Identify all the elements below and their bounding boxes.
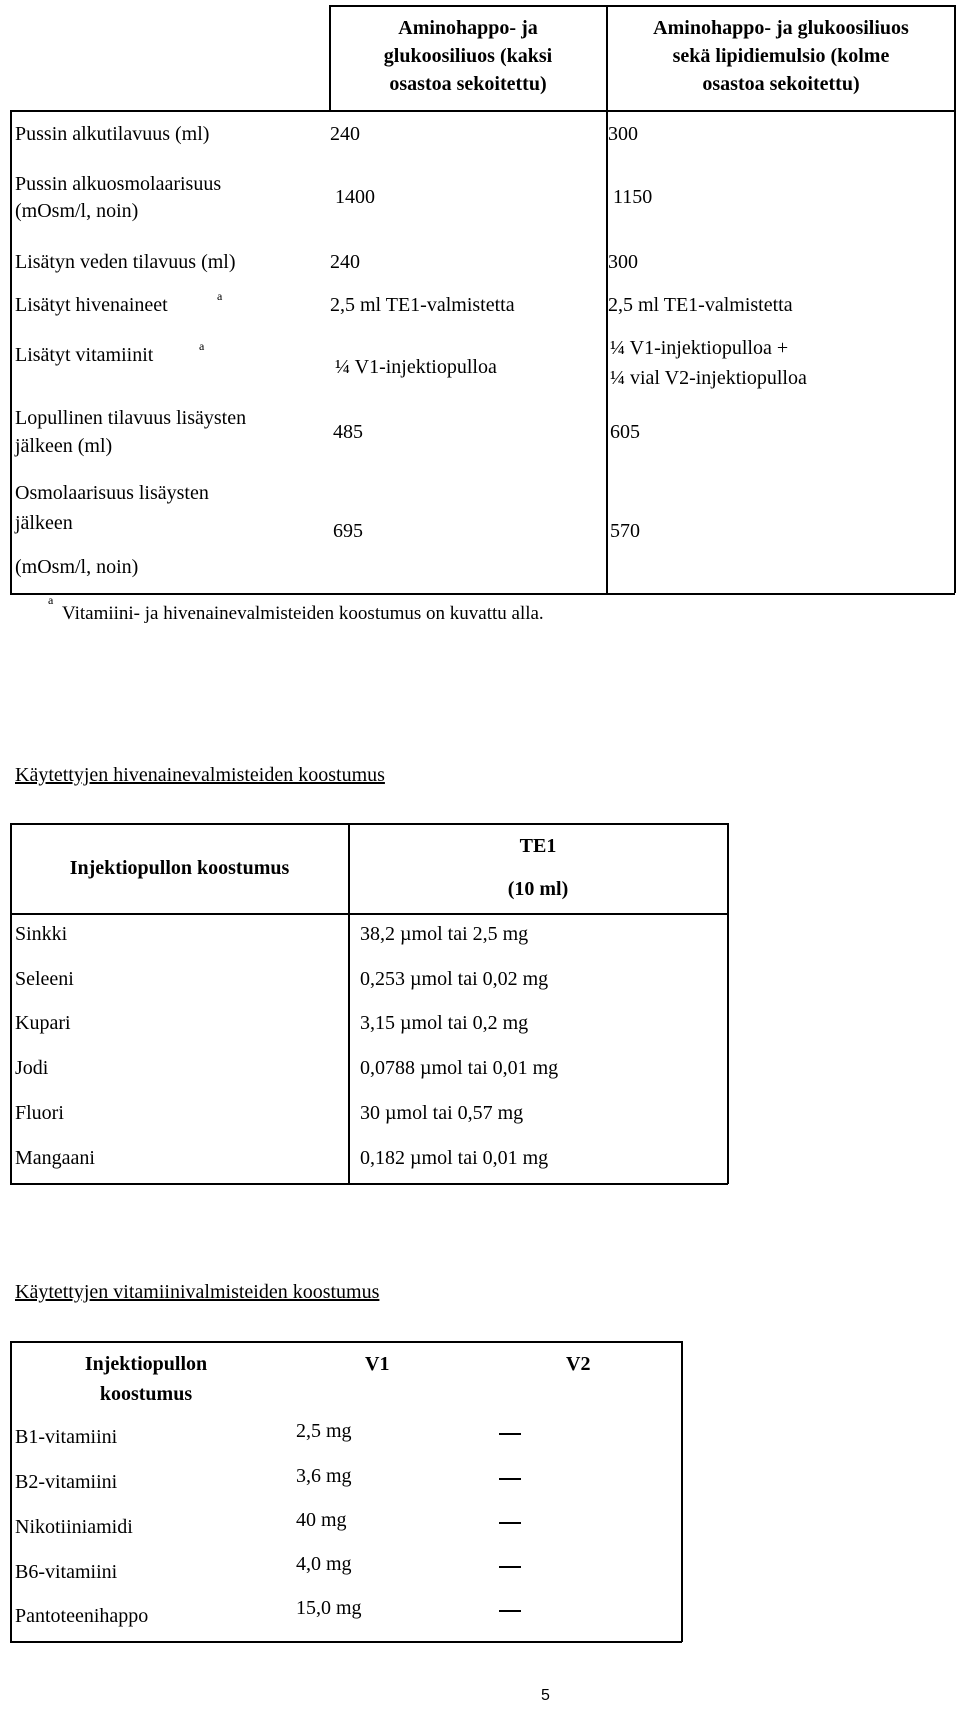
vitamin-name: B2-vitamiini [15, 1471, 118, 1493]
vitamin-v1-value: 2,5 mg [296, 1420, 352, 1442]
vitamin-v1-value: 15,0 mg [296, 1597, 362, 1619]
trace-element-name: Sinkki [15, 923, 68, 945]
row-value-col2: 300 [608, 251, 638, 273]
row-label: jälkeen [15, 512, 73, 534]
row-label: jälkeen (ml) [15, 435, 113, 457]
row-value-col2: 1150 [613, 186, 653, 208]
row-value-col2: 605 [610, 421, 640, 443]
te1-volume: (10 ml) [507, 878, 569, 900]
row-label: (mOsm/l, noin) [15, 556, 139, 578]
row-label: Lisätyt hivenaineet [15, 294, 168, 316]
row-value-col2: 2,5 ml TE1-valmistetta [608, 294, 793, 316]
footnote-marker: a [199, 339, 205, 353]
row-value-col2: 300 [608, 123, 638, 145]
trace-col-header: Injektiopullon koostumus [69, 857, 290, 879]
page-number: 5 [541, 1687, 550, 1704]
row-value-col1: 485 [333, 421, 363, 443]
trace-element-value: 30 µmol tai 0,57 mg [360, 1102, 524, 1124]
row-value-col1: 240 [330, 251, 360, 273]
header-three-chamber-line3: osastoa sekoitettu) [702, 73, 860, 95]
v2-empty-dash [499, 1478, 521, 1480]
vitamins-heading: Käytettyjen vitamiinivalmisteiden koostumus [15, 1281, 380, 1303]
trace-element-value: 0,253 µmol tai 0,02 mg [360, 968, 549, 990]
row-value-col1: 2,5 ml TE1-valmistetta [330, 294, 515, 316]
header-two-chamber-line1: Aminohappo- ja [398, 17, 538, 39]
row-label: Lopullinen tilavuus lisäysten [15, 407, 247, 429]
row-value-col2-line2: ¼ vial V2-injektiopulloa [610, 367, 807, 389]
vitamin-v1-value: 3,6 mg [296, 1465, 352, 1487]
vitamin-col-header-line1: Injektiopullon [84, 1353, 208, 1375]
te1-header: TE1 [519, 835, 557, 857]
header-two-chamber-line2: glukoosiliuos (kaksi [383, 45, 553, 67]
row-label: Pussin alkutilavuus (ml) [15, 123, 210, 145]
vitamin-v1-value: 4,0 mg [296, 1553, 352, 1575]
trace-element-name: Kupari [15, 1012, 71, 1034]
row-label: Osmolaarisuus lisäysten [15, 482, 209, 504]
trace-element-name: Seleeni [15, 968, 74, 990]
header-two-chamber-line3: osastoa sekoitettu) [389, 73, 547, 95]
row-value-col1: 695 [333, 520, 363, 542]
header-three-chamber-line2: sekä lipidiemulsio (kolme [672, 45, 890, 67]
trace-elements-heading: Käytettyjen hivenainevalmisteiden koostumus [15, 764, 385, 786]
v2-header: V2 [566, 1353, 591, 1375]
row-value-col1: 1400 [335, 186, 375, 208]
trace-element-value: 0,0788 µmol tai 0,01 mg [360, 1057, 559, 1079]
row-value-col2-line1: ¼ V1-injektiopulloa + [610, 337, 789, 359]
vitamin-name: Pantoteenihappo [15, 1605, 149, 1627]
row-value-col2: 570 [610, 520, 640, 542]
vitamin-v1-value: 40 mg [296, 1509, 347, 1531]
vitamin-name: B1-vitamiini [15, 1426, 118, 1448]
vitamin-name: B6-vitamiini [15, 1561, 118, 1583]
row-label: Lisätyn veden tilavuus (ml) [15, 251, 236, 273]
v1-header: V1 [365, 1353, 390, 1375]
v2-empty-dash [499, 1522, 521, 1524]
trace-element-value: 38,2 µmol tai 2,5 mg [360, 923, 529, 945]
trace-element-name: Mangaani [15, 1147, 95, 1169]
v2-empty-dash [499, 1433, 521, 1435]
footnote-text: Vitamiini- ja hivenainevalmisteiden koostumus on kuvattu alla. [62, 603, 544, 624]
row-value-col1: ¼ V1-injektiopulloa [335, 356, 497, 378]
trace-element-name: Fluori [15, 1102, 64, 1124]
footnote-marker: a [48, 593, 54, 607]
row-label: (mOsm/l, noin) [15, 200, 139, 222]
trace-element-name: Jodi [15, 1057, 49, 1079]
v2-empty-dash [499, 1610, 521, 1612]
vitamin-name: Nikotiiniamidi [15, 1516, 133, 1538]
v2-empty-dash [499, 1566, 521, 1568]
row-label: Pussin alkuosmolaarisuus [15, 173, 222, 195]
footnote-marker: a [217, 289, 223, 303]
trace-element-value: 0,182 µmol tai 0,01 mg [360, 1147, 549, 1169]
row-value-col1: 240 [330, 123, 360, 145]
vitamin-col-header-line2: koostumus [99, 1383, 193, 1405]
header-three-chamber-line1: Aminohappo- ja glukoosiliuos [653, 17, 909, 39]
row-label: Lisätyt vitamiinit [15, 344, 154, 366]
trace-element-value: 3,15 µmol tai 0,2 mg [360, 1012, 529, 1034]
